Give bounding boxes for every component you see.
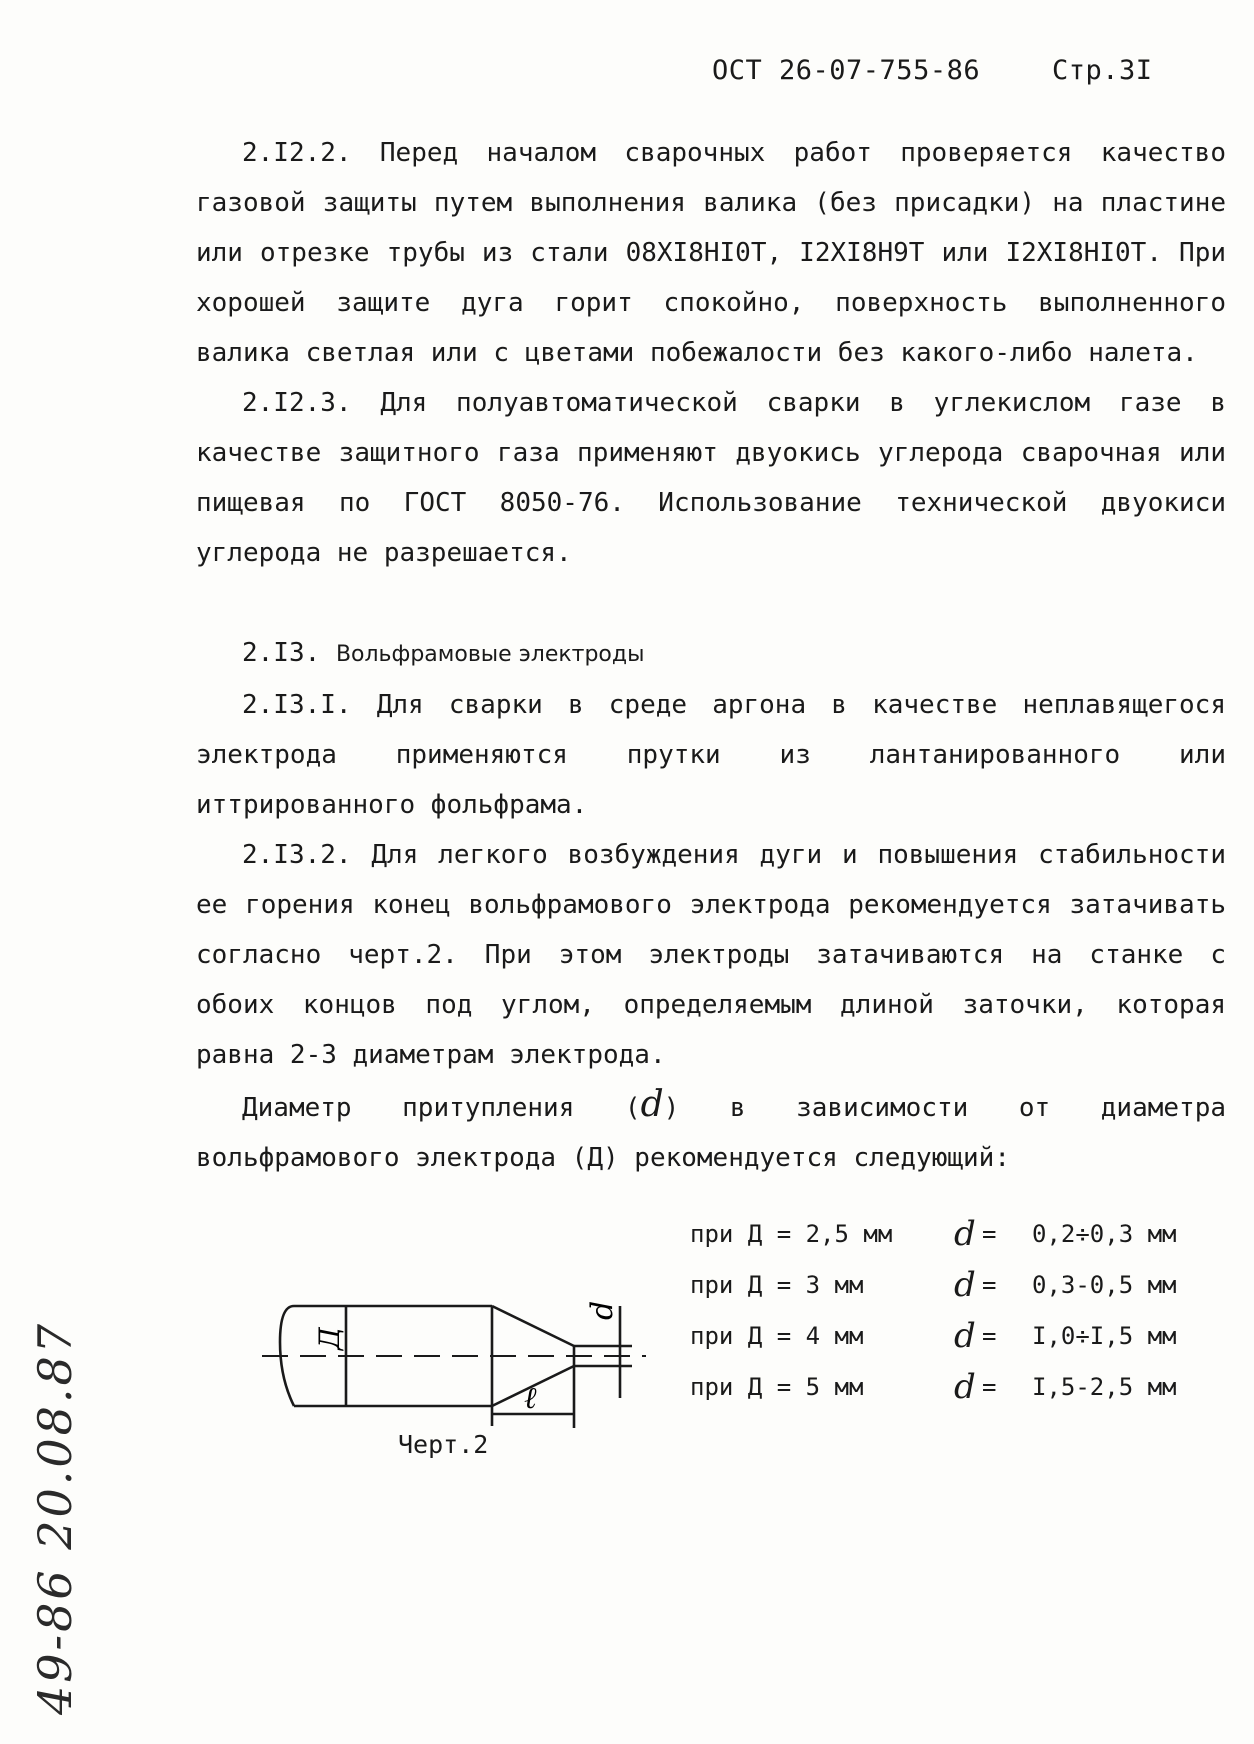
row-value: 0,3-0,5 мм [1032, 1271, 1177, 1299]
section-gap [196, 578, 1226, 628]
tip-diameter-text-before: Диаметр притупления ( [242, 1093, 641, 1123]
paragraph-2-12-3: 2.I2.3. Для полуавтоматической сварки в углекислом газе в качестве защитного газа применяют двуокись углерода сварочная или пищевая по ГОСТ 8050-76. Использование технической двуокиси углерода не разрешается. [196, 388, 1226, 568]
d-symbol: d [954, 1214, 976, 1254]
equals-sign: = [982, 1373, 997, 1401]
paragraph-2-13-2: 2.I3.2. Для легкого возбуждения дуги и повышения стабильности ее горения конец вольфрамового электрода рекомендуется затачивать согласно черт.2. При этом электроды затачиваются на станке с обоих концов под углом, определяемым длиной заточки, которая равна 2-3 диаметрам электрода. [196, 840, 1226, 1070]
d-symbol: d [954, 1265, 976, 1305]
paragraph-2-13-1: 2.I3.I. Для сварки в среде аргона в качестве неплавящегося электрода применяются прутки из лантанированного или иттрированного фольфрама. [196, 690, 1226, 820]
row-value: 0,2÷0,3 мм [1032, 1220, 1177, 1248]
equals-sign: = [982, 1271, 997, 1299]
d-symbol: d [954, 1367, 976, 1407]
document-body [196, 128, 1226, 1183]
cone-top-edge [492, 1306, 574, 1346]
row-label: при Д = 5 мм [690, 1373, 864, 1401]
row-label: при Д = 3 мм [690, 1271, 864, 1299]
row-label: при Д = 2,5 мм [690, 1220, 893, 1248]
tip-diameter-symbol: d [640, 1084, 664, 1125]
equals-sign: = [982, 1220, 997, 1248]
row-value: I,0÷I,5 мм [1032, 1322, 1177, 1350]
margin-stamp: 49-86 20.08.87 [28, 1320, 82, 1715]
d-symbol: d [954, 1316, 976, 1356]
length-label: ℓ [524, 1381, 537, 1416]
section-number: 2.I3. [242, 638, 321, 668]
equals-sign: = [982, 1322, 997, 1350]
page-number: Стр.3I [1052, 55, 1153, 86]
tip-diameter-text-after: ) в зависимости от диаметра вольфрамового электрода (Д) рекомендуется следующий: [196, 1093, 1226, 1173]
drawing-caption: Черт.2 [398, 1430, 489, 1459]
section-heading-2-13 [196, 628, 1226, 680]
diameter-label: Д [313, 1327, 346, 1350]
row-value: I,5-2,5 мм [1032, 1373, 1177, 1401]
row-label: при Д = 4 мм [690, 1322, 864, 1350]
paragraph-2-12-2: 2.I2.2. Перед началом сварочных работ проверяется качество газовой защиты путем выполнения валика (без присадки) на пластине или отрезке трубы из стали 08XI8HI0T, I2XI8H9T или I2XI8HI0T. При хорошей защите дуга горит спокойно, поверхность выполненного валика светлая или с цветами побежалости без какого-либо налета. [196, 138, 1226, 368]
paragraph-tip-diameter [196, 1080, 1226, 1183]
page-header [712, 55, 1153, 86]
section-title: Вольфрамовые электроды [335, 642, 645, 667]
tip-label: d [585, 1300, 620, 1320]
electrode-drawing [262, 1290, 652, 1450]
document-code: ОСТ 26-07-755-86 [712, 55, 981, 86]
